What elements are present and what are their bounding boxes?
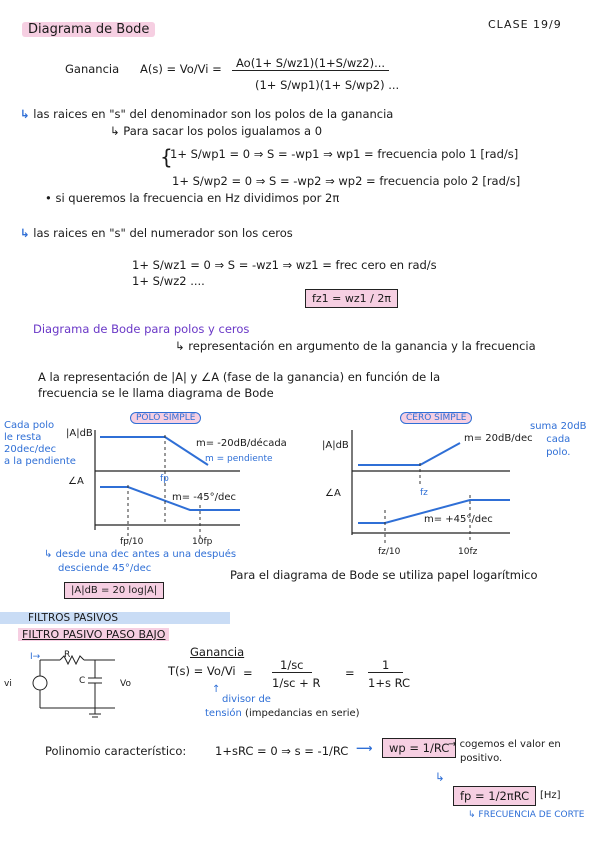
- subsection-heading: FILTRO PASIVO PASO BAJO: [18, 628, 169, 641]
- pole-x2: 10fp: [192, 537, 213, 547]
- poles-text: las raices en "s" del denominador son los polos de la ganancia: [33, 107, 394, 121]
- poles-line2: [110, 124, 322, 138]
- arrow-icon: ↳: [468, 810, 479, 820]
- arrow-icon: →: [448, 739, 460, 750]
- gain-denominator: (1+ S/wp1)(1+ S/wp2) ...: [255, 78, 400, 92]
- pole-y-mag: |A|dB: [66, 428, 93, 439]
- bode-line2: A la representación de |A| y ∠A (fase de la ganancia) en función de la: [38, 370, 441, 384]
- tf-lhs: T(s) = Vo/Vi: [168, 664, 236, 678]
- cutoff-label: [468, 810, 584, 820]
- zero-right-note: [530, 420, 587, 459]
- fp-label: fp: [160, 474, 169, 484]
- down-arrow-icon: ↳: [435, 770, 445, 784]
- zero-note-line: suma 20dB: [530, 421, 587, 432]
- zero-x1: fz/10: [378, 547, 401, 557]
- gain-lhs: A(s) = Vo/Vi =: [140, 62, 222, 76]
- impedancias-line: [205, 708, 360, 719]
- divisor-line: divisor de: [222, 694, 271, 705]
- pole-y-phase: ∠A: [68, 476, 84, 487]
- vo-label: Vo: [120, 679, 131, 689]
- zero-eq1: 1+ S/wz1 = 0 ⇒ S = -wz1 ⇒ wz1 = frec cero en rad/s: [132, 258, 437, 272]
- db-formula: |A|dB = 20 log|A|: [64, 582, 164, 599]
- tf-mid-den: 1/sc + R: [272, 676, 321, 690]
- arrow-icon: ↳: [110, 124, 120, 138]
- pole-note-line: le resta: [4, 432, 42, 443]
- pole-eq2: 1+ S/wp2 = 0 ⇒ S = -wp2 ⇒ wp2 = frecuencia polo 2 [rad/s]: [172, 174, 521, 188]
- capacitor-label: C: [79, 676, 86, 686]
- wp-note-line1: [448, 738, 561, 752]
- gain-label: Ganancia: [65, 62, 120, 76]
- zero-simple-tag: CERO SIMPLE: [400, 412, 472, 424]
- pole-bottom-note: [44, 548, 236, 576]
- bode-line1-text: representación en argumento de la ganancia y la frecuencia: [188, 339, 536, 353]
- pole-bottom-line1: [44, 548, 236, 562]
- brace-icon: {: [160, 145, 173, 169]
- zero-y-phase: ∠A: [325, 488, 341, 499]
- pole-bottom-text2: desciende 45°/dec: [58, 563, 152, 574]
- section-heading: FILTROS PASIVOS: [0, 612, 230, 624]
- poles-hz-note: [45, 191, 339, 205]
- arrow-icon: ↳: [20, 226, 30, 240]
- tf-equals: =: [243, 666, 253, 680]
- zero-mag-slope: m= 20dB/dec: [464, 433, 533, 444]
- log-paper-note: Para el diagrama de Bode se utiliza papel logarítmico: [230, 568, 538, 582]
- zeros-text: las raices en "s" del numerador son los ceros: [33, 226, 293, 240]
- zero-note-line: polo.: [546, 447, 571, 458]
- tf-gain-label: Ganancia: [190, 645, 245, 659]
- zero-eq2: 1+ S/wz2 ....: [132, 274, 205, 288]
- cutoff-text: FRECUENCIA DE CORTE: [478, 810, 585, 820]
- pole-phase-slope: m= -45°/dec: [172, 492, 236, 503]
- bode-subtitle: Diagrama de Bode para polos y ceros: [33, 322, 250, 336]
- impedancias-text: (impedancias en serie): [245, 708, 360, 719]
- up-arrow-icon: ↑: [212, 684, 221, 695]
- pole-note-line: a la pendiente: [4, 456, 76, 467]
- fp-box: fp = 1/2πRC: [453, 786, 536, 806]
- arrow-icon: ↳: [175, 339, 185, 353]
- wp-box: wp = 1/RC: [382, 738, 456, 758]
- slope-note: m = pendiente: [205, 454, 273, 464]
- circuit-current: I→: [30, 652, 41, 662]
- gain-numerator: Ao(1+ S/wz1)(1+S/wz2)...: [232, 56, 389, 71]
- zero-freq-formula: fz1 = wz1 / 2π: [305, 289, 398, 308]
- page-title: Diagrama de Bode: [22, 22, 155, 37]
- fz-label: fz: [420, 488, 428, 498]
- pole-note-line: 20dec/dec: [4, 444, 57, 455]
- arrow-icon: ↳: [44, 549, 56, 560]
- bode-line3: frecuencia se le llama diagrama de Bode: [38, 386, 274, 400]
- tf-rhs-den: 1+s RC: [368, 676, 411, 690]
- pole-eq1: 1+ S/wp1 = 0 ⇒ S = -wp1 ⇒ wp1 = frecuencia polo 1 [rad/s]: [170, 147, 519, 161]
- right-arrow-icon: ⟶: [356, 741, 373, 755]
- pole-note-line: Cada polo: [4, 420, 55, 431]
- zeros-line1: [20, 226, 293, 240]
- pole-mag-curve: [100, 437, 208, 465]
- bode-line1: [175, 339, 536, 353]
- poly-label: Polinomio característico:: [45, 744, 187, 758]
- pole-mag-slope: m= -20dB/década: [196, 438, 287, 449]
- wp-note-text2: positivo.: [460, 753, 503, 764]
- zero-x2: 10fz: [458, 547, 478, 557]
- tf-rhs-num: 1: [368, 658, 403, 673]
- zero-note-line: cada: [546, 434, 571, 445]
- zero-mag-curve: [358, 443, 460, 465]
- fp-unit: [Hz]: [540, 790, 561, 801]
- pole-simple-tag: POLO SIMPLE: [130, 412, 201, 424]
- source-icon: [33, 676, 47, 690]
- poles-text2: Para sacar los polos igualamos a 0: [123, 124, 323, 138]
- poles-hz-note-text: si queremos la frecuencia en Hz dividimos por 2π: [55, 191, 340, 205]
- poles-line1: [20, 107, 393, 121]
- class-date: CLASE 19/9: [488, 18, 562, 31]
- tf-mid-num: 1/sc: [272, 658, 312, 673]
- zero-phase-slope: m= +45°/dec: [424, 514, 493, 525]
- resistor-label: R: [64, 650, 71, 660]
- wp-note-text: cogemos el valor en: [459, 739, 561, 750]
- arrow-icon: ↳: [20, 107, 30, 121]
- bullet-icon: •: [45, 191, 52, 205]
- wp-note: [448, 738, 561, 766]
- tension-word: tensión: [205, 708, 242, 719]
- vi-label: vi: [4, 679, 12, 689]
- poly-eq: 1+sRC = 0 ⇒ s = -1/RC: [215, 744, 349, 758]
- divisor-note: [222, 693, 271, 706]
- pole-x1: fp/10: [120, 537, 144, 547]
- pole-bottom-text: desde una dec antes a una después: [55, 549, 237, 560]
- tf-equals2: =: [345, 666, 355, 680]
- zero-y-mag: |A|dB: [322, 440, 349, 451]
